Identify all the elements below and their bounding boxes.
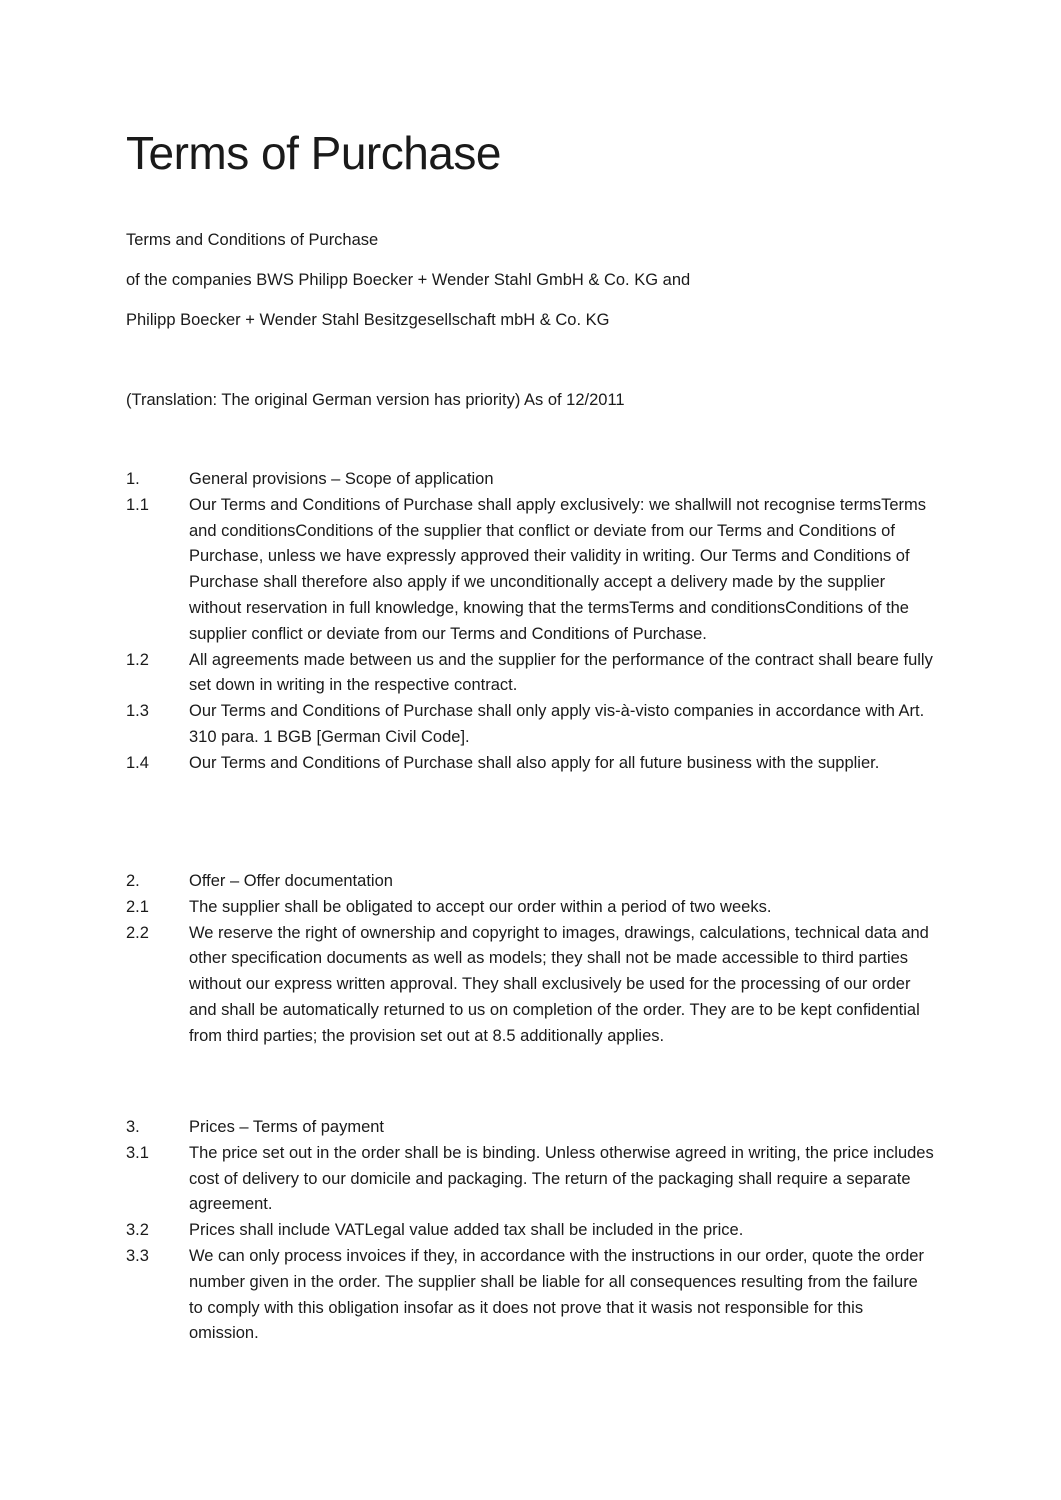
- clause-row: [126, 1244, 936, 1347]
- clause-row: [126, 921, 936, 1050]
- section-heading-row: [126, 1115, 936, 1141]
- clause-number: 1.4: [126, 753, 149, 772]
- clause-text: We reserve the right of ownership and copyright to images, drawings, calculations, technical data and other specification documents as well as models; they shall not be made accessible to third parties without our express written approval. They shall exclusively be used for the processing of our order and shall be automatically returned to us on completion of the order. They are to be kept confidential from third parties; the provision set out at 8.5 additionally applies.: [189, 923, 929, 1045]
- clause-number: 1.2: [126, 650, 149, 669]
- clause-text: The supplier shall be obligated to accept our order within a period of two weeks.: [189, 897, 772, 916]
- section-number: 1.: [126, 470, 140, 488]
- clause-text: Prices shall include VATLegal value added tax shall be included in the price.: [189, 1221, 744, 1240]
- clause-number: 2.2: [126, 923, 149, 942]
- section-general-provisions: [126, 467, 936, 777]
- clause-row: [126, 1141, 936, 1218]
- clause-number: 3.2: [126, 1221, 149, 1240]
- intro-line-2: of the companies BWS Philipp Boecker + Wender Stahl GmbH & Co. KG and: [126, 271, 691, 289]
- clause-number: 3.1: [126, 1143, 149, 1162]
- clause-number: 1.1: [126, 495, 149, 514]
- clause-row: [126, 493, 936, 648]
- intro-line-3: Philipp Boecker + Wender Stahl Besitzgesellschaft mbH & Co. KG: [126, 311, 610, 329]
- clause-number: 3.3: [126, 1246, 149, 1265]
- clause-number: 2.1: [126, 897, 149, 916]
- section-number: 2.: [126, 872, 140, 890]
- section-heading: Offer – Offer documentation: [189, 872, 393, 890]
- clause-row: [126, 699, 936, 751]
- section-prices: [126, 1115, 936, 1347]
- clause-text: The price set out in the order shall be is binding. Unless otherwise agreed in writing, the price includes cost of delivery to our domicile and packaging. The return of the packaging shall require a separate agreement.: [189, 1143, 934, 1214]
- intro-line-1: Terms and Conditions of Purchase: [126, 231, 379, 249]
- section-heading-row: [126, 869, 936, 895]
- clause-row: [126, 895, 936, 921]
- section-heading: Prices – Terms of payment: [189, 1118, 385, 1136]
- section-heading: General provisions – Scope of application: [189, 470, 494, 488]
- clause-row: [126, 648, 936, 700]
- clause-text: All agreements made between us and the supplier for the performance of the contract shall beare fully set down in writing in the respective contract.: [189, 650, 933, 695]
- section-offer: [126, 869, 936, 1050]
- section-number: 3.: [126, 1118, 140, 1136]
- clause-text: We can only process invoices if they, in accordance with the instructions in our order, quote the order number given in the order. The supplier shall be liable for all consequences resulting from the failure to comply with this obligation insofar as it does not prove that it wasis not responsible for this omission.: [189, 1246, 924, 1343]
- clause-text: Our Terms and Conditions of Purchase shall apply exclusively: we shallwill not recognise termsTerms and conditionsConditions of the supplier that conflict or deviate from our Terms and Conditions of Purchase, unless we have expressly approved their validity in writing. Our Terms and Conditions of Purchase shall therefore also apply if we unconditionally accept a delivery made by the supplier without reservation in full knowledge, knowing that the termsTerms and conditionsConditions of the supplier conflict or deviate from our Terms and Conditions of Purchase.: [189, 495, 927, 643]
- clause-text: Our Terms and Conditions of Purchase shall only apply vis-à-visto companies in accordance with Art. 310 para. 1 BGB [German Civil Code].: [189, 702, 925, 746]
- clause-text: Our Terms and Conditions of Purchase shall also apply for all future business with the supplier.: [189, 753, 880, 772]
- translation-note: (Translation: The original German version has priority) As of 12/2011: [126, 391, 625, 409]
- section-heading-row: [126, 467, 936, 493]
- clause-row: [126, 1218, 936, 1244]
- page-title: Terms of Purchase: [126, 127, 501, 179]
- clause-number: 1.3: [126, 702, 149, 721]
- clause-row: [126, 751, 936, 777]
